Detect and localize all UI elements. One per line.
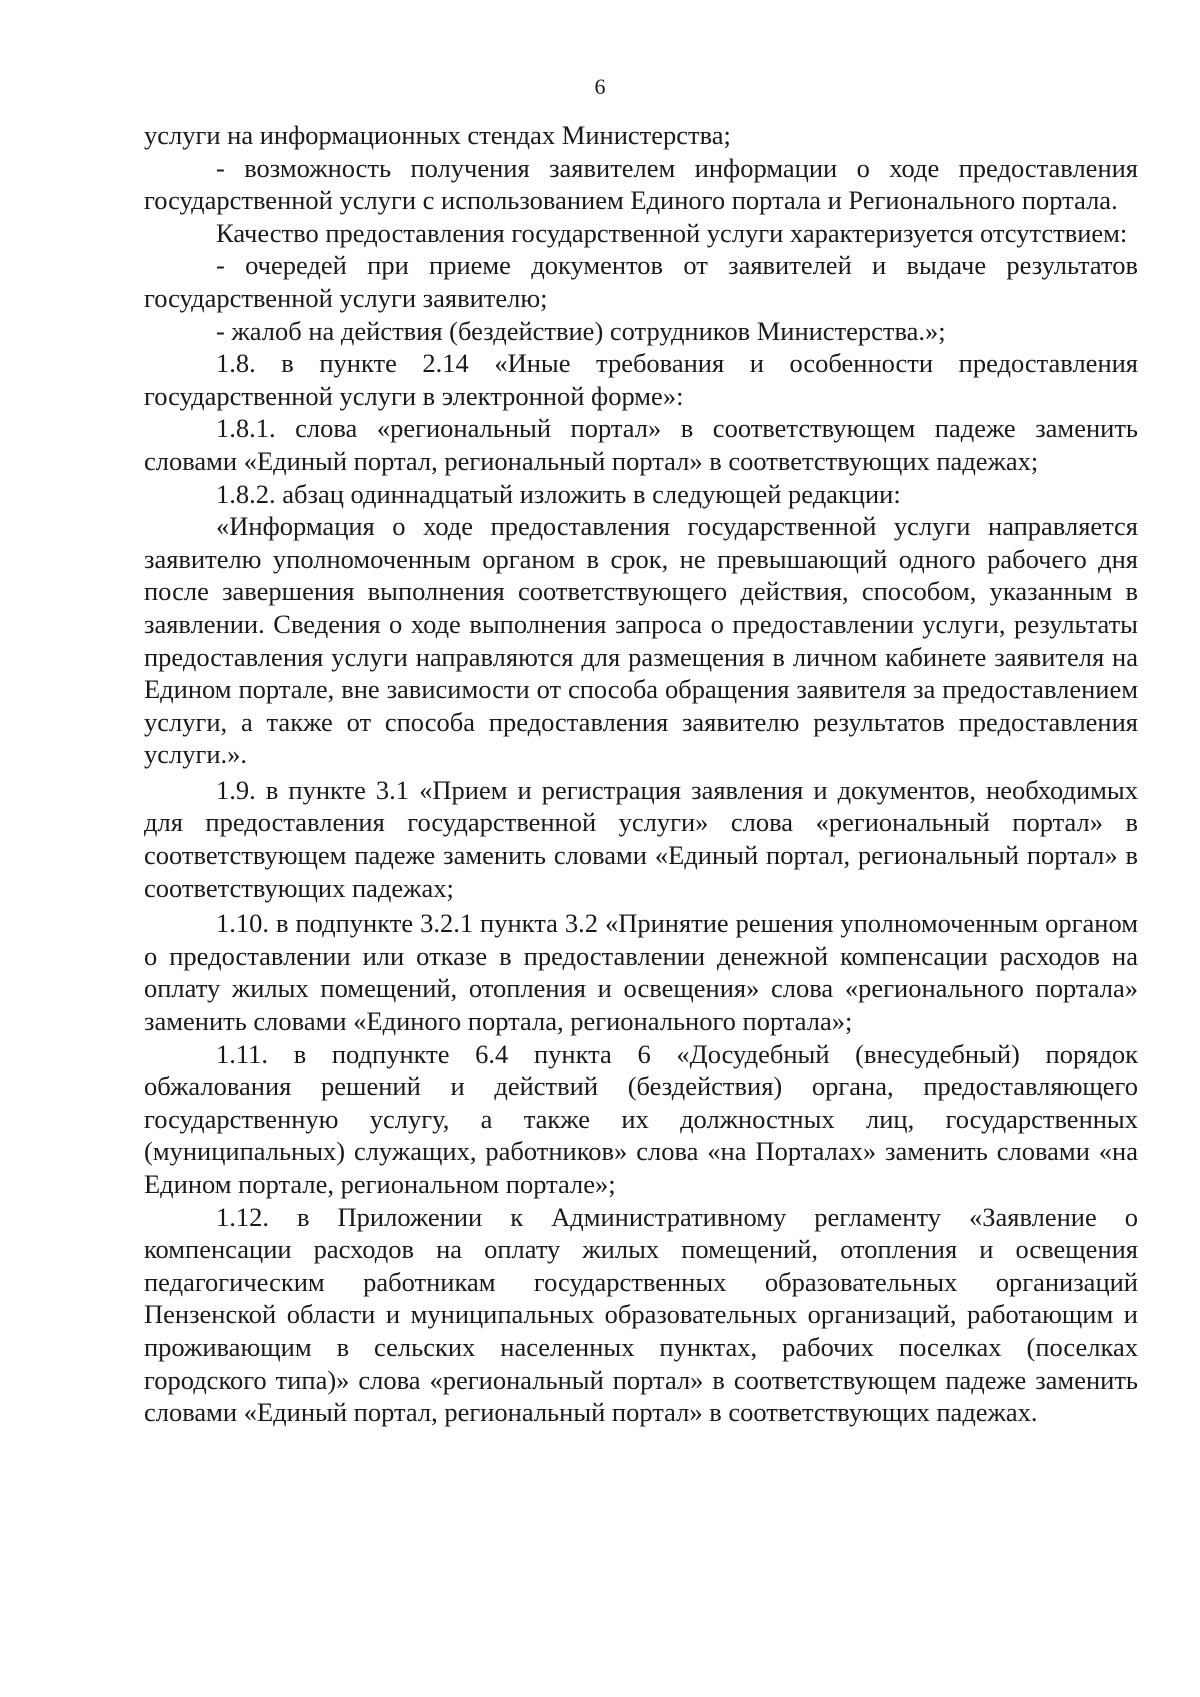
paragraph-portal-info: - возможность получения заявителем информации о ходе предоставления государственной услуги с использованием Единого портала и Регионального портала. — [144, 152, 1138, 216]
paragraph-continuation: услуги на информационных стендах Министерства; — [144, 120, 731, 150]
paragraph-1-11: 1.11. в подпункте 6.4 пункта 6 «Досудебный (внесудебный) порядок обжалования решений и действий (бездействия) органа, предоставляющего государственную услугу, а также их должностных лиц, государственных (муниципальных) служащих, работников» слова «на Порталах» заменить словами «на Едином портале, региональном портале»; — [144, 1038, 1138, 1199]
paragraph-quality: Качество предоставления государственной услуги характеризуется отсутствием: — [216, 217, 1128, 248]
paragraph-1-8: 1.8. в пункте 2.14 «Иные требования и особенности предоставления государственной услуги в электронной форме»: — [144, 348, 1138, 411]
paragraph-1-8-2: 1.8.2. абзац одиннадцатый изложить в следующей редакции: — [216, 478, 901, 509]
document-body — [144, 119, 1138, 1429]
paragraph-quoted-information: «Информация о ходе предоставления государственной услуги направляется заявителю уполномоченным органом в срок, не превышающий одного рабочего дня после завершения выполнения соответствующего действия, способом, указанным в заявлении. Сведения о ходе выполнения запроса о предоставлении услуги, результаты предоставления услуги направляются для размещения в личном кабинете заявителя на Едином портале, вне зависимости от способа обращения заявителя за предоставлением услуги, а также от способа предоставления заявителю результатов предоставления услуги.». — [144, 511, 1138, 770]
paragraph-1-12: 1.12. в Приложении к Административному регламенту «Заявление о компенсации расходов на оплату жилых помещений, отопления и освещения педагогическим работникам государственных образовательных организаций Пензенской области и муниципальных образовательных организаций, работающим и проживающим в сельских населенных пунктах, рабочих поселках (поселках городского типа)» слова «региональный портал» в соответствующем падеже заменить словами «Единый портал, региональный портал» в соответствующих падежах. — [144, 1201, 1138, 1428]
page-number: 6 — [594, 74, 606, 99]
paragraph-queues: - очередей при приеме документов от заявителей и выдаче результатов государственной услуги заявителю; — [144, 250, 1138, 313]
paragraph-complaints: - жалоб на действия (бездействие) сотрудников Министерства.»; — [216, 315, 946, 346]
paragraph-1-8-1: 1.8.1. слова «региональный портал» в соответствующем падеже заменить словами «Единый портал, региональный портал» в соответствующих падежах; — [144, 413, 1138, 476]
paragraph-1-10: 1.10. в подпункте 3.2.1 пункта 3.2 «Принятие решения уполномоченным органом о предоставлении или отказе в предоставлении денежной компенсации расходов на оплату жилых помещений, отопления и освещения» слова «регионального портала» заменить словами «Единого портала, регионального портала»; — [144, 908, 1138, 1037]
paragraph-1-9: 1.9. в пункте 3.1 «Прием и регистрация заявления и документов, необходимых для предоставления государственной услуги» слова «региональный портал» в соответствующем падеже заменить словами «Единый портал, региональный портал» в соответствующих падежах; — [144, 774, 1138, 903]
